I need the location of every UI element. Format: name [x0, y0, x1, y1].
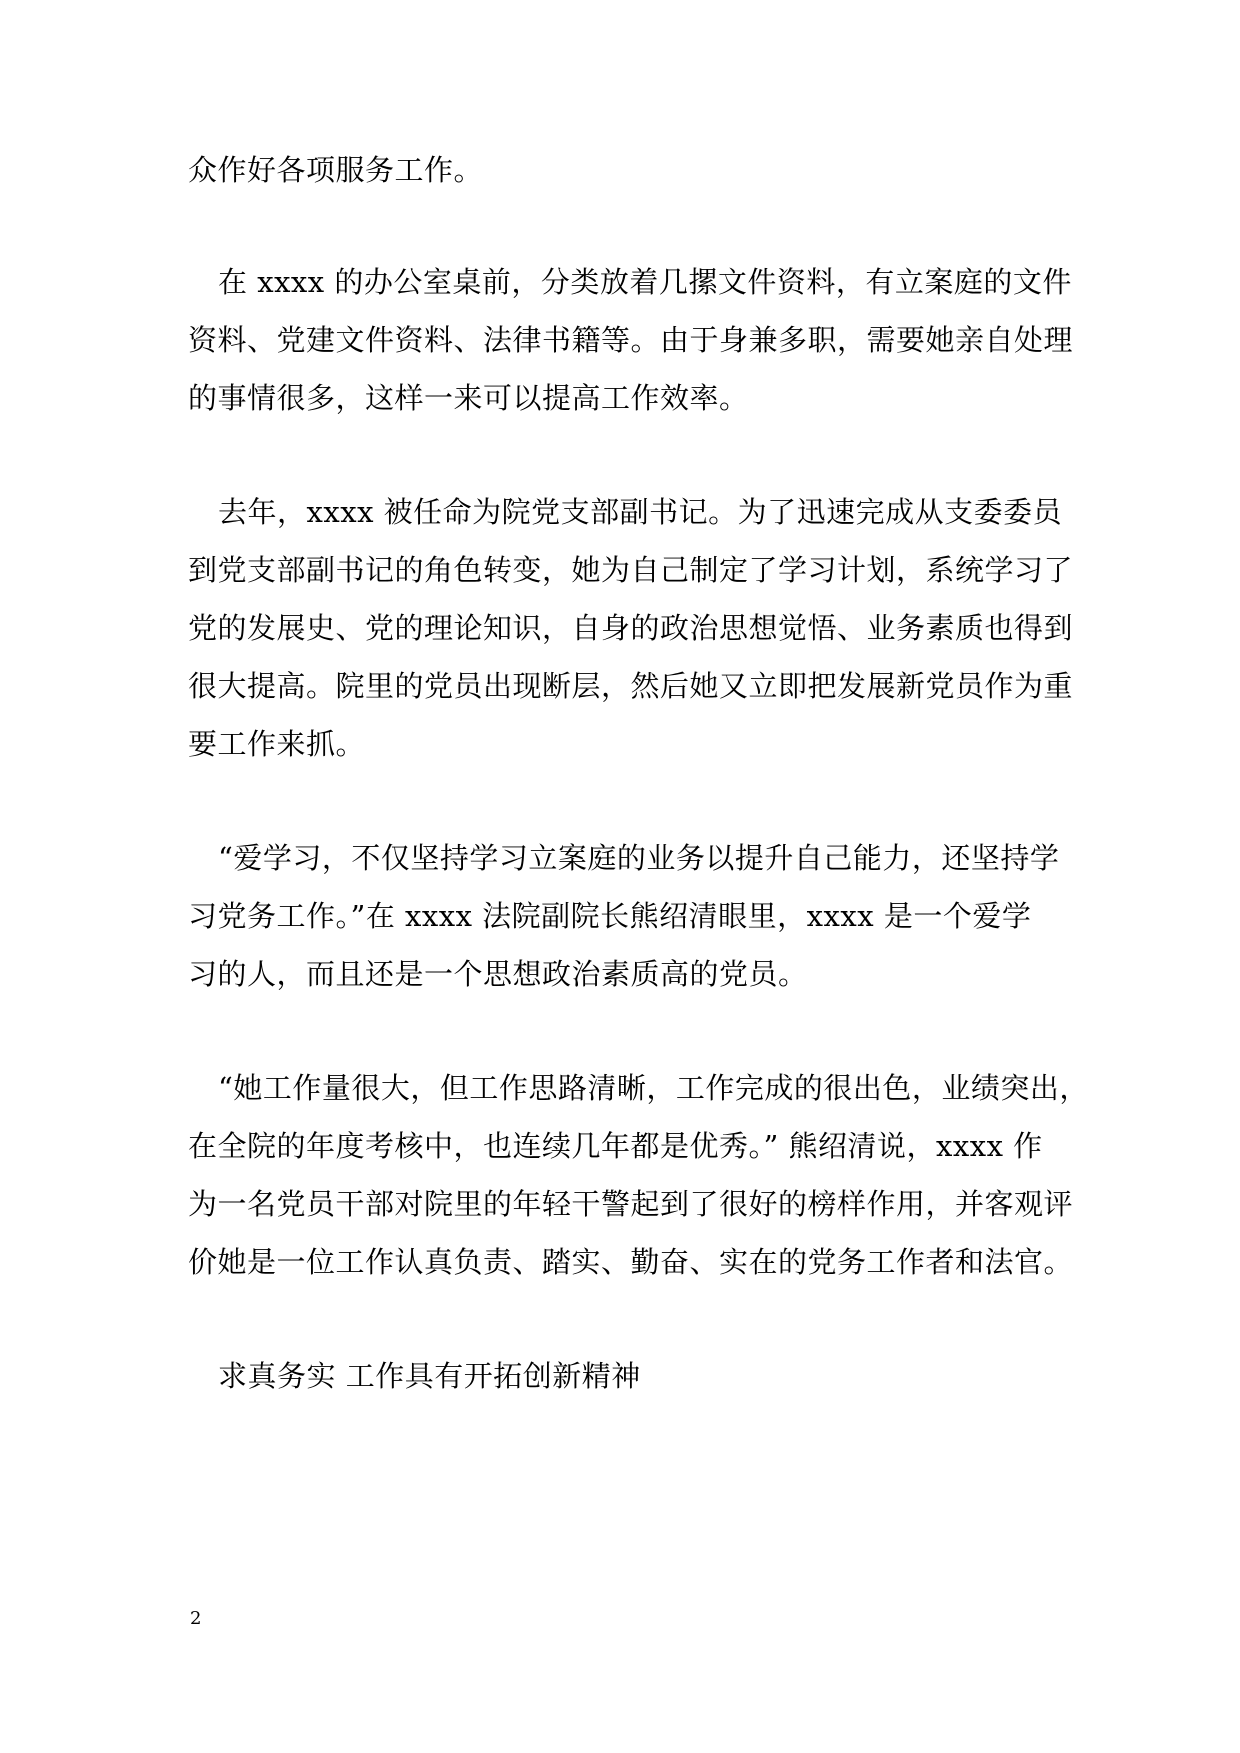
text-line: 党的发展史、党的理论知识，自身的政治思想觉悟、业务素质也得到 — [188, 611, 1074, 645]
text-line: “她工作量很大，但工作思路清晰，工作完成的很出色，业绩突出， — [218, 1071, 1089, 1105]
text-line: 的事情很多，这样一来可以提高工作效率。 — [188, 381, 749, 415]
text-line: 要工作来抓。 — [188, 727, 366, 761]
page-number: 2 — [190, 1608, 202, 1629]
text-line: 为一名党员干部对院里的年轻干警起到了很好的榜样作用，并客观评 — [188, 1187, 1074, 1221]
text-line: 在全院的年度考核中，也连续几年都是优秀。” 熊绍清说，xxxx 作 — [188, 1129, 1043, 1163]
text-line: 价她是一位工作认真负责、踏实、勤奋、实在的党务工作者和法官。 — [188, 1245, 1074, 1279]
text-line: 去年，xxxx 被任命为院党支部副书记。为了迅速完成从支委委员 — [218, 495, 1063, 529]
text-line: 习党务工作。”在 xxxx 法院副院长熊绍清眼里，xxxx 是一个爱学 — [188, 899, 1032, 933]
text-line: 资料、党建文件资料、法律书籍等。由于身兼多职，需要她亲自处理 — [188, 323, 1074, 357]
text-line: 到党支部副书记的角色转变，她为自己制定了学习计划，系统学习了 — [188, 553, 1074, 587]
section-heading: 求真务实 工作具有开拓创新精神 — [218, 1359, 641, 1393]
text-line: 习的人，而且还是一个思想政治素质高的党员。 — [188, 957, 808, 991]
text-line: “爱学习，不仅坚持学习立案庭的业务以提升自己能力，还坚持学 — [218, 841, 1060, 875]
text-line: 众作好各项服务工作。 — [188, 153, 484, 187]
text-line: 在 xxxx 的办公室桌前，分类放着几摞文件资料，有立案庭的文件 — [218, 265, 1072, 299]
text-line: 很大提高。院里的党员出现断层，然后她又立即把发展新党员作为重 — [188, 669, 1074, 703]
